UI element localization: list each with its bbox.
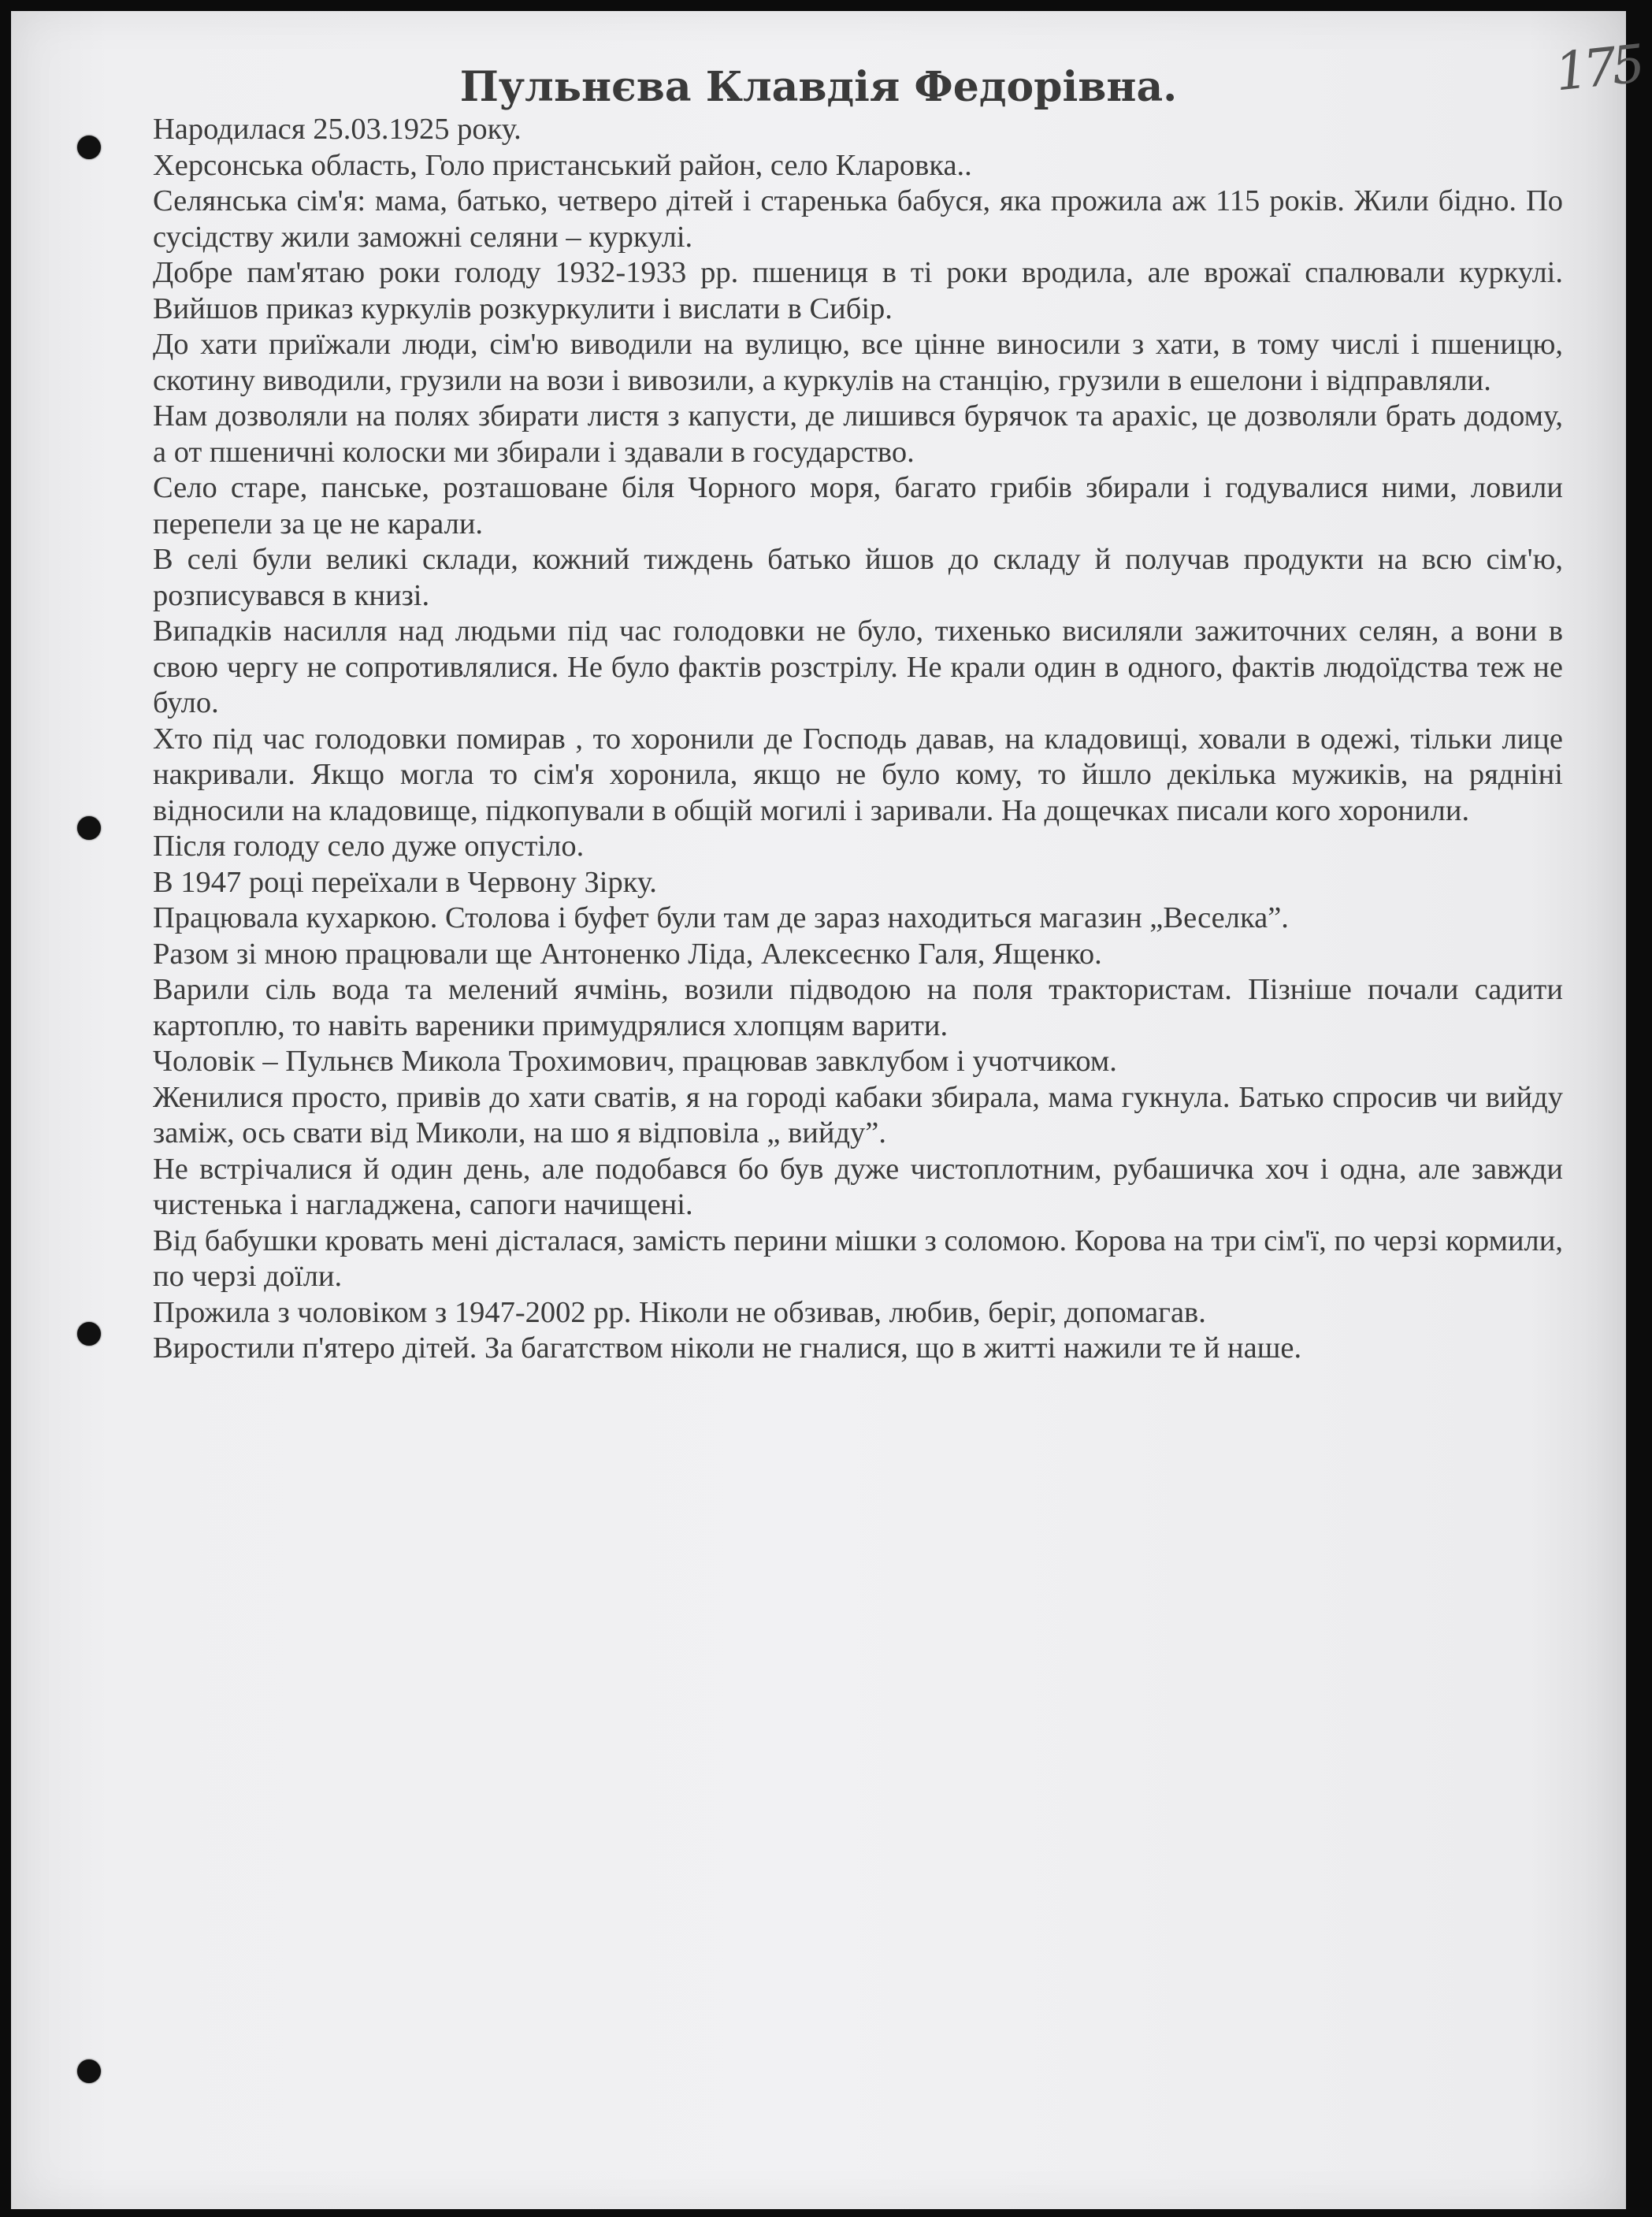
binder-hole <box>77 2059 101 2083</box>
paragraph: Хто під час голодовки помирав , то хоронили де Господь давав, на кладовищі, ховали в одежі, тільки лице накривали. Якщо могла то сім'я хоронила, якщо не було кому, то йшло декілька мужиків, на рядніні відносили на кладовище, підкопували в общій могилі і заривали. На дощечках писали кого хоронили. <box>153 722 1563 827</box>
paragraph: До хати приїжали люди, сім'ю виводили на вулицю, все цінне виносили з хати, в тому числі і пшеницю, скотину виводили, грузили на вози і вивозили, а куркулів на станцію, грузили в ешелони і відправляли. <box>153 328 1563 397</box>
paragraph: Виростили п'ятеро дітей. За багатством ніколи не гналися, що в житті нажили те й наше. <box>153 1331 1302 1365</box>
document-body <box>153 112 1563 1367</box>
paragraph: Село старе, панське, розташоване біля Чорного моря, багато грибів збирали і годувалися ними, ловили перепели за це не карали. <box>153 471 1563 540</box>
paragraph: Женилися просто, привів до хати сватів, я на городі кабаки збирала, мама гукнула. Батько спросив чи вийду заміж, ось свати від Миколи, на шо я відповіла „ вийду”. <box>153 1080 1563 1149</box>
paragraph: Випадків насилля над людьми під час голодовки не було, тихенько висиляли зажиточних селян, а вони в свою чергу не сопротивлялися. Не було фактів розстрілу. Не крали один в одного, фактів людоїдства теж не було. <box>153 615 1563 719</box>
paragraph: Херсонська область, Голо пристанський район, село Кларовка.. <box>153 148 972 182</box>
binder-hole <box>77 136 101 159</box>
paragraph: Від бабушки кровать мені дісталася, замість перини мішки з соломою. Корова на три сім'ї, по черзі кормили, по черзі доїли. <box>153 1224 1563 1293</box>
handwritten-page-number: 175 <box>1552 33 1643 103</box>
paragraph: Працювала кухаркою. Столова і буфет були там де зараз находиться магазин „Веселка”. <box>153 901 1289 934</box>
paragraph: Чоловік – Пульнєв Микола Трохимович, працював завклубом і учотчиком. <box>153 1045 1117 1078</box>
paragraph: В селі були великі склади, кожний тиждень батько йшов до складу й получав продукти на всю сім'ю, розписувався в книзі. <box>153 543 1563 612</box>
paragraph: В 1947 році переїхали в Червону Зірку. <box>153 865 657 899</box>
document-page <box>11 11 1643 2209</box>
binder-hole <box>77 1322 101 1346</box>
paragraph: Після голоду село дуже опустіло. <box>153 830 585 863</box>
paragraph: Прожила з чоловіком з 1947-2002 рр. Ніколи не обзивав, любив, беріг, допомагав. <box>153 1295 1206 1329</box>
paragraph: Народилася 25.03.1925 року. <box>153 113 522 146</box>
paragraph: Не встрічалися й один день, але подобався бо був дуже чистоплотним, рубашичка хоч і одна, але завжди чистенька і нагладжена, сапоги начищені. <box>153 1152 1563 1221</box>
paragraph: Разом зі мною працювали ще Антоненко Ліда, Алексеєнко Галя, Ященко. <box>153 937 1102 971</box>
paragraph: Селянська сім'я: мама, батько, четверо дітей і старенька бабуся, яка прожила аж 115 років. Жили бідно. По сусідству жили заможні селяни – куркулі. <box>153 184 1563 254</box>
paragraph: Добре пам'ятаю роки голоду 1932-1933 рр. пшениця в ті роки вродила, але врожаї спалювали куркулі. Вийшов приказ куркулів розкуркулити і вислати в Сибір. <box>153 256 1563 325</box>
binder-hole <box>77 816 101 840</box>
document-title: Пульнєва Клавдія Федорівна. <box>459 63 1178 111</box>
paragraph: Нам дозволяли на полях збирати листя з капусти, де лишився бурячок та арахіс, це дозволяли брать додому, а от пшеничні колоски ми збирали і здавали в государство. <box>153 399 1563 469</box>
paragraph: Варили сіль вода та мелений ячмінь, возили підводою на поля трактористам. Пізніше почали садити картоплю, то навіть вареники примудрялися хлопцям варити. <box>153 973 1563 1042</box>
